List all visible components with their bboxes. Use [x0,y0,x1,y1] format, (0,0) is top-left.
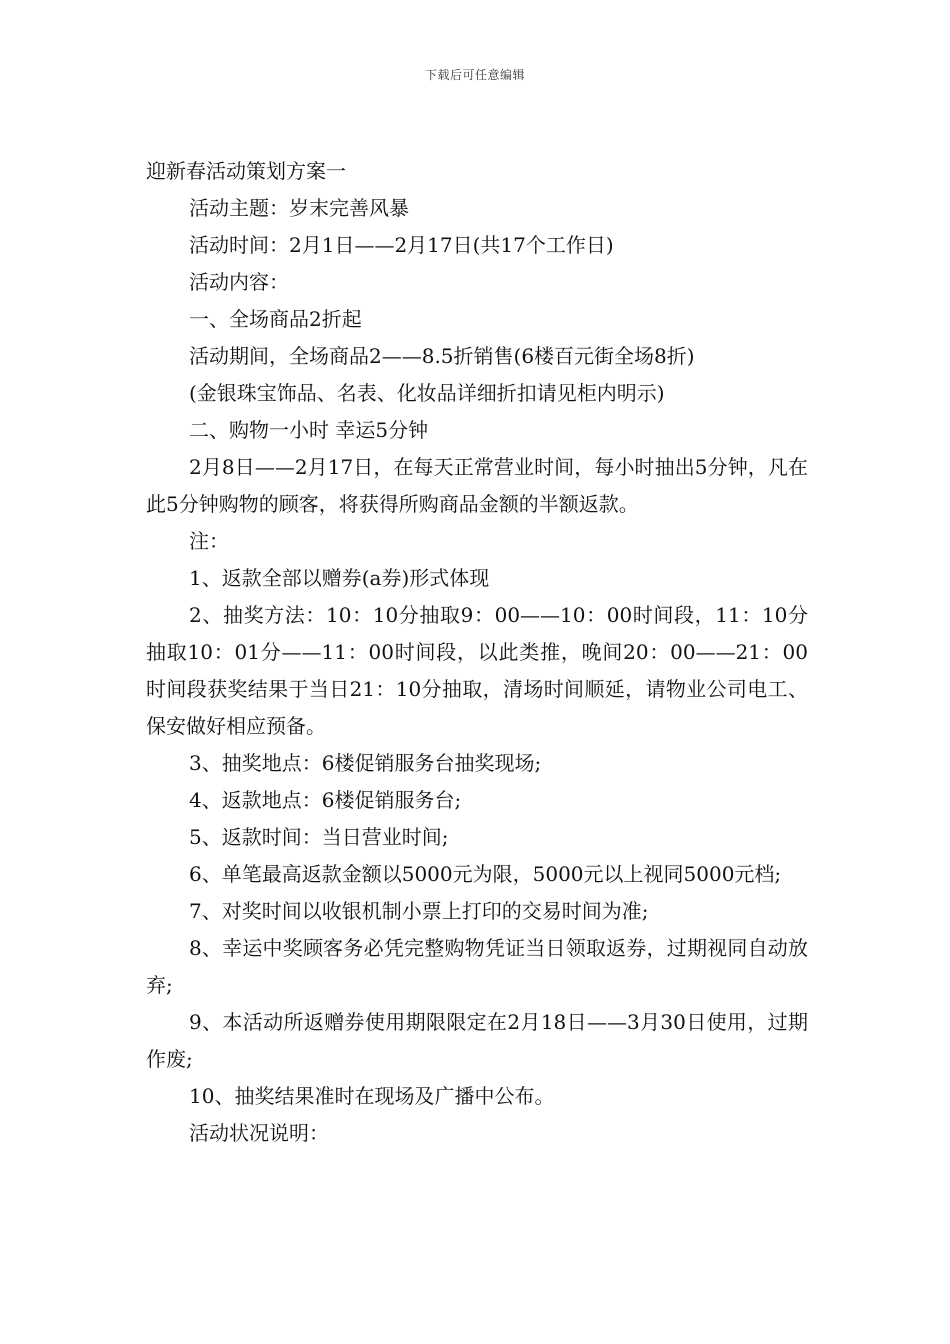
page-header-note: 下载后可任意编辑 [424,68,525,82]
note-item-2: 2、抽奖方法：10：10分抽取9：00——10：00时间段，11：10分抽取10：01分——11：00时间段，以此类推，晚间20：00——21：00时间段获奖结果于当日21：10分抽取，清场时间顺延，请物业公司电工、保安做好相应预备。 [146,603,808,738]
note-item-9: 9、本活动所返赠券使用期限限定在2月18日——3月30日使用，过期作废; [146,1010,808,1071]
paragraph-discount-detail: 活动期间，全场商品2——8.5折销售(6楼百元街全场8折) [189,344,695,368]
note-item-5: 5、返款时间：当日营业时间; [189,825,449,849]
paragraph-theme: 活动主题：岁末完善风暴 [189,196,409,220]
section-heading-discount: 一、全场商品2折起 [189,307,362,331]
note-item-1: 1、返款全部以赠券(a券)形式体现 [189,566,490,590]
paragraph-status-heading: 活动状况说明： [189,1121,329,1145]
note-item-7: 7、对奖时间以收银机制小票上打印的交易时间为准; [189,899,649,923]
paragraph-time: 活动时间：2月1日——2月17日(共17个工作日) [189,233,614,257]
note-item-3: 3、抽奖地点：6楼促销服务台抽奖现场; [189,751,542,775]
note-item-8: 8、幸运中奖顾客务必凭完整购物凭证当日领取返券，过期视同自动放弃; [146,936,808,997]
note-item-10: 10、抽奖结果准时在现场及广播中公布。 [189,1084,555,1108]
document-body [146,153,808,1152]
notes-heading: 注： [189,529,229,553]
document-title: 迎新春活动策划方案一 [146,159,346,183]
paragraph-discount-note: (金银珠宝饰品、名表、化妆品详细折扣请见柜内明示) [189,381,665,405]
note-item-6: 6、单笔最高返款金额以5000元为限，5000元以上视同5000元档; [189,862,782,886]
note-item-4: 4、返款地点：6楼促销服务台; [189,788,462,812]
paragraph-lucky-detail: 2月8日——2月17日，在每天正常营业时间，每小时抽出5分钟，凡在此5分钟购物的顾客，将获得所购商品金额的半额返款。 [146,455,808,516]
section-heading-lucky: 二、购物一小时 幸运5分钟 [189,418,429,442]
paragraph-content-heading: 活动内容： [189,270,289,294]
